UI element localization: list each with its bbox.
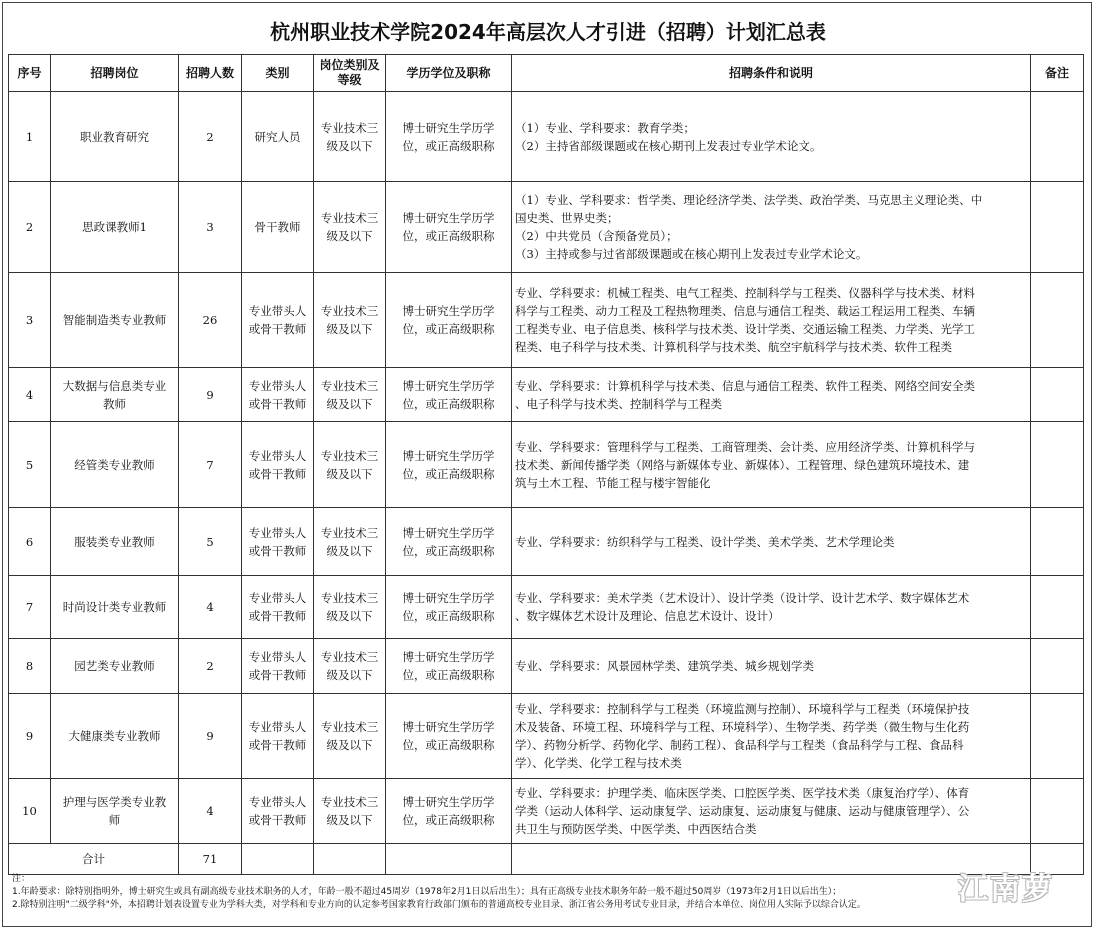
cell-conditions: 专业、学科要求：护理学类、临床医学类、口腔医学类、医学技术类（康复治疗学）、体育 学类（运动人体科学、运动康复学、运动康复、运动康复与健康、运动与健康管理学）、公 共卫生与预防医学类、中医学类、中西医结合类 [512,779,1031,844]
cell-remarks [1031,273,1084,368]
table-row [9,273,1084,368]
cell-seq: 8 [9,639,51,694]
header-count: 招聘人数 [179,55,242,92]
total-row [9,844,1084,875]
cell-position: 思政课教师1 [51,182,179,273]
cell-remarks [1031,694,1084,779]
cell-category: 专业带头人 或骨干教师 [242,639,314,694]
cell-seq: 4 [9,368,51,422]
cell-seq: 10 [9,779,51,844]
header-level: 岗位类别及 等级 [314,55,386,92]
cell-category: 专业带头人 或骨干教师 [242,422,314,508]
cell-level: 专业技术三 级及以下 [314,576,386,639]
cell-count: 5 [179,508,242,576]
cell-remarks [1031,182,1084,273]
cell-level: 专业技术三 级及以下 [314,273,386,368]
cell-count: 9 [179,694,242,779]
cell-education: 博士研究生学历学 位，或正高级职称 [386,92,512,182]
table-header-row [9,55,1084,92]
cell-education: 博士研究生学历学 位，或正高级职称 [386,694,512,779]
total-count: 71 [179,844,242,875]
cell-category: 专业带头人 或骨干教师 [242,508,314,576]
cell-position: 大数据与信息类专业 教师 [51,368,179,422]
cell-level: 专业技术三 级及以下 [314,779,386,844]
cell-remarks [1031,639,1084,694]
table-body [9,92,1084,844]
cell-level: 专业技术三 级及以下 [314,694,386,779]
cell-level: 专业技术三 级及以下 [314,422,386,508]
cell-level: 专业技术三 级及以下 [314,368,386,422]
cell-category: 专业带头人 或骨干教师 [242,368,314,422]
cell-count: 4 [179,576,242,639]
cell-remarks [1031,92,1084,182]
cell-seq: 9 [9,694,51,779]
cell-count: 4 [179,779,242,844]
footnotes [12,873,1082,912]
watermark-text: 江南萝 [958,872,1054,907]
cell-level: 专业技术三 级及以下 [314,639,386,694]
cell-position: 时尚设计类专业教师 [51,576,179,639]
cell-seq: 5 [9,422,51,508]
cell-remarks [1031,368,1084,422]
cell-conditions: 专业、学科要求：风景园林学类、建筑学类、城乡规划学类 [512,639,1031,694]
cell-remarks [1031,576,1084,639]
page-title: 杭州职业技术学院2024年高层次人才引进（招聘）计划汇总表 [270,20,826,44]
cell-conditions: 专业、学科要求：管理科学与工程类、工商管理类、会计类、应用经济学类、计算机科学与 技术类、新闻传播学类（网络与新媒体专业、新媒体）、工程管理、绿色建筑环境技术、建 筑与土木工程、节能工程与楼宇智能化 [512,422,1031,508]
header-conditions: 招聘条件和说明 [512,55,1031,92]
cell-level: 专业技术三 级及以下 [314,508,386,576]
cell-education: 博士研究生学历学 位，或正高级职称 [386,368,512,422]
cell-position: 智能制造类专业教师 [51,273,179,368]
cell-position: 职业教育研究 [51,92,179,182]
notes-heading: 注： [12,874,31,884]
table-row [9,639,1084,694]
cell-education: 博士研究生学历学 位，或正高级职称 [386,639,512,694]
cell-category: 专业带头人 或骨干教师 [242,694,314,779]
cell-count: 9 [179,368,242,422]
note-discipline-rule: 2.除特别注明"二级学科"外，本招聘计划表设置专业为学科大类，对学科和专业方向的认定参考国家教育行政部门颁布的普通高校专业目录、浙江省公务用考试专业目录，并结合本单位、岗位用人实际予以综合认定。 [12,900,866,910]
table-row [9,694,1084,779]
cell-count: 2 [179,639,242,694]
table-row [9,779,1084,844]
cell-count: 7 [179,422,242,508]
cell-seq: 1 [9,92,51,182]
cell-remarks [1031,508,1084,576]
table-row [9,182,1084,273]
cell-count: 26 [179,273,242,368]
cell-conditions: 专业、学科要求：计算机科学与技术类、信息与通信工程类、软件工程类、网络空间安全类 、电子科学与技术类、控制科学与工程类 [512,368,1031,422]
cell-education: 博士研究生学历学 位，或正高级职称 [386,182,512,273]
table-row [9,576,1084,639]
cell-category: 专业带头人 或骨干教师 [242,273,314,368]
cell-count: 2 [179,92,242,182]
cell-education: 博士研究生学历学 位，或正高级职称 [386,508,512,576]
cell-conditions: 专业、学科要求：控制科学与工程类（环境监测与控制）、环境科学与工程类（环境保护技 术及装备、环境工程、环境科学与工程、环境科学）、生物学类、药学类（微生物与生化药 学）、药物分析学、药物化学、制药工程）、食品科学与工程类（食品科学与工程、食品科 学）、化学类、化学工程与技术类 [512,694,1031,779]
cell-position: 护理与医学类专业教 师 [51,779,179,844]
cell-seq: 6 [9,508,51,576]
cell-position: 服装类专业教师 [51,508,179,576]
cell-conditions: （1）专业、学科要求：哲学类、理论经济学类、法学类、政治学类、马克思主义理论类、中 国史类、世界史类； （2）中共党员（含预备党员）； （3）主持或参与过省部级课题或在核心期刊上发表过专业学术论文。 [512,182,1031,273]
cell-level: 专业技术三 级及以下 [314,92,386,182]
cell-remarks [1031,779,1084,844]
cell-seq: 2 [9,182,51,273]
header-remarks: 备注 [1031,55,1084,92]
cell-conditions: 专业、学科要求：机械工程类、电气工程类、控制科学与工程类、仪器科学与技术类、材料 科学与工程类、动力工程及工程热物理类、信息与通信工程类、载运工程运用工程类、车辆 工程类专业、电子信息类、核科学与技术类、设计学类、交通运输工程类、力学类、光学工 程类、电子科学与技术类、计算机科学与技术类、航空宇航科学与技术类、软件工程类 [512,273,1031,368]
header-position: 招聘岗位 [51,55,179,92]
table-row [9,422,1084,508]
table-row [9,508,1084,576]
cell-education: 博士研究生学历学 位，或正高级职称 [386,779,512,844]
cell-category: 研究人员 [242,92,314,182]
cell-seq: 7 [9,576,51,639]
table-row [9,92,1084,182]
header-education: 学历学位及职称 [386,55,512,92]
total-label: 合计 [9,844,179,875]
cell-education: 博士研究生学历学 位，或正高级职称 [386,273,512,368]
cell-category: 专业带头人 或骨干教师 [242,576,314,639]
recruitment-plan-table [8,54,1084,875]
table-row [9,368,1084,422]
header-seq: 序号 [9,55,51,92]
cell-education: 博士研究生学历学 位，或正高级职称 [386,576,512,639]
cell-education: 博士研究生学历学 位，或正高级职称 [386,422,512,508]
cell-position: 园艺类专业教师 [51,639,179,694]
cell-conditions: 专业、学科要求：纺织科学与工程类、设计学类、美术学类、艺术学理论类 [512,508,1031,576]
cell-position: 大健康类专业教师 [51,694,179,779]
cell-conditions: 专业、学科要求：美术学类（艺术设计）、设计学类（设计学、设计艺术学、数字媒体艺术 、数字媒体艺术设计及理论、信息艺术设计、设计） [512,576,1031,639]
cell-category: 专业带头人 或骨干教师 [242,779,314,844]
cell-remarks [1031,422,1084,508]
cell-category: 骨干教师 [242,182,314,273]
note-age-requirement: 1.年龄要求：除特别指明外，博士研究生或具有副高级专业技术职务的人才，年龄一般不超过45周岁（1978年2月1日以后出生）；具有正高级专业技术职务年龄一般不超过50周岁（1973年2月1日以后出生）； [12,887,842,897]
cell-conditions: （1）专业、学科要求：教育学类； （2）主持省部级课题或在核心期刊上发表过专业学术论文。 [512,92,1031,182]
cell-position: 经管类专业教师 [51,422,179,508]
cell-seq: 3 [9,273,51,368]
cell-count: 3 [179,182,242,273]
header-category: 类别 [242,55,314,92]
cell-level: 专业技术三 级及以下 [314,182,386,273]
